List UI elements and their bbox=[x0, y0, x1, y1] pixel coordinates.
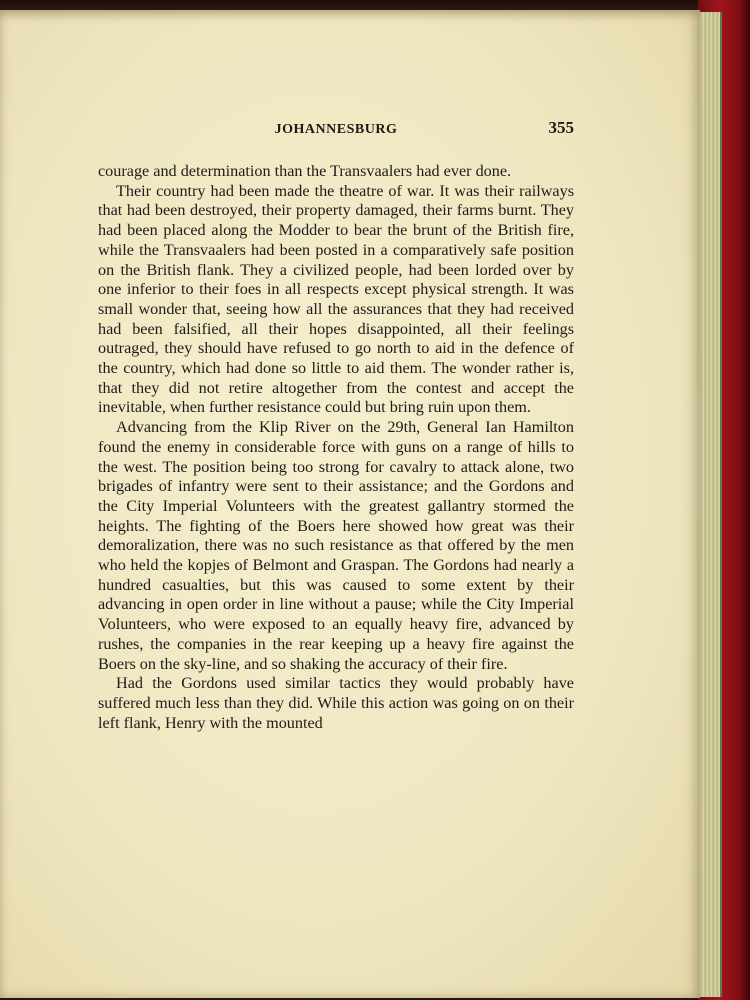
paragraph-4: Had the Gordons used similar tactics they would probably have suffered much less than they did. While this action was going on on their left flank, Henry with the mounted bbox=[98, 674, 574, 732]
page-header bbox=[98, 118, 574, 140]
page-number: 355 bbox=[548, 118, 574, 137]
running-title: JOHANNESBURG bbox=[274, 122, 398, 137]
paragraph-3: Advancing from the Klip River on the 29th, General Ian Hamilton found the enemy in considerable force with guns on a range of hills to the west. The position being too strong for cavalry to attack alone, two brigades of infantry were sent to their assistance; and the Gordons and the City Imperial Volunteers with the greatest gallantry stormed the heights. The fighting of the Boers here showed how great was their demoralization, there was no such resistance as that offered by the men who held the kopjes of Belmont and Graspan. The Gordons had nearly a hundred casualties, but this was caused to some extent by their advancing in open order in line without a pause; while the City Imperial Volunteers, who were exposed to an equally heavy fire, advanced by rushes, the companies in the rear keeping up a heavy fire against the Boers on the sky-line, and so shaking the accuracy of their fire. bbox=[98, 418, 574, 673]
paragraph-1: courage and determination than the Transvaalers had ever done. bbox=[98, 162, 512, 180]
paragraph-2: Their country had been made the theatre of war. It was their railways that had been destroyed, their property damaged, their farms burnt. They had been placed along the Modder to bear the brunt of the British fire, while the Transvaalers had been posted in a comparatively safe position on the British flank. They a civilized people, had been lorded over by one inferior to their foes in all respects except physical strength. It was small wonder that, seeing how all the assurances that they had received had been falsified, all their hopes disappointed, all their feelings outraged, they should have refused to go north to aid in the defence of the country, which had done so little to aid them. The wonder rather is, that they did not retire altogether from the contest and accept the inevitable, when further resistance could but bring ruin upon them. bbox=[98, 181, 574, 417]
body-text bbox=[98, 162, 574, 733]
